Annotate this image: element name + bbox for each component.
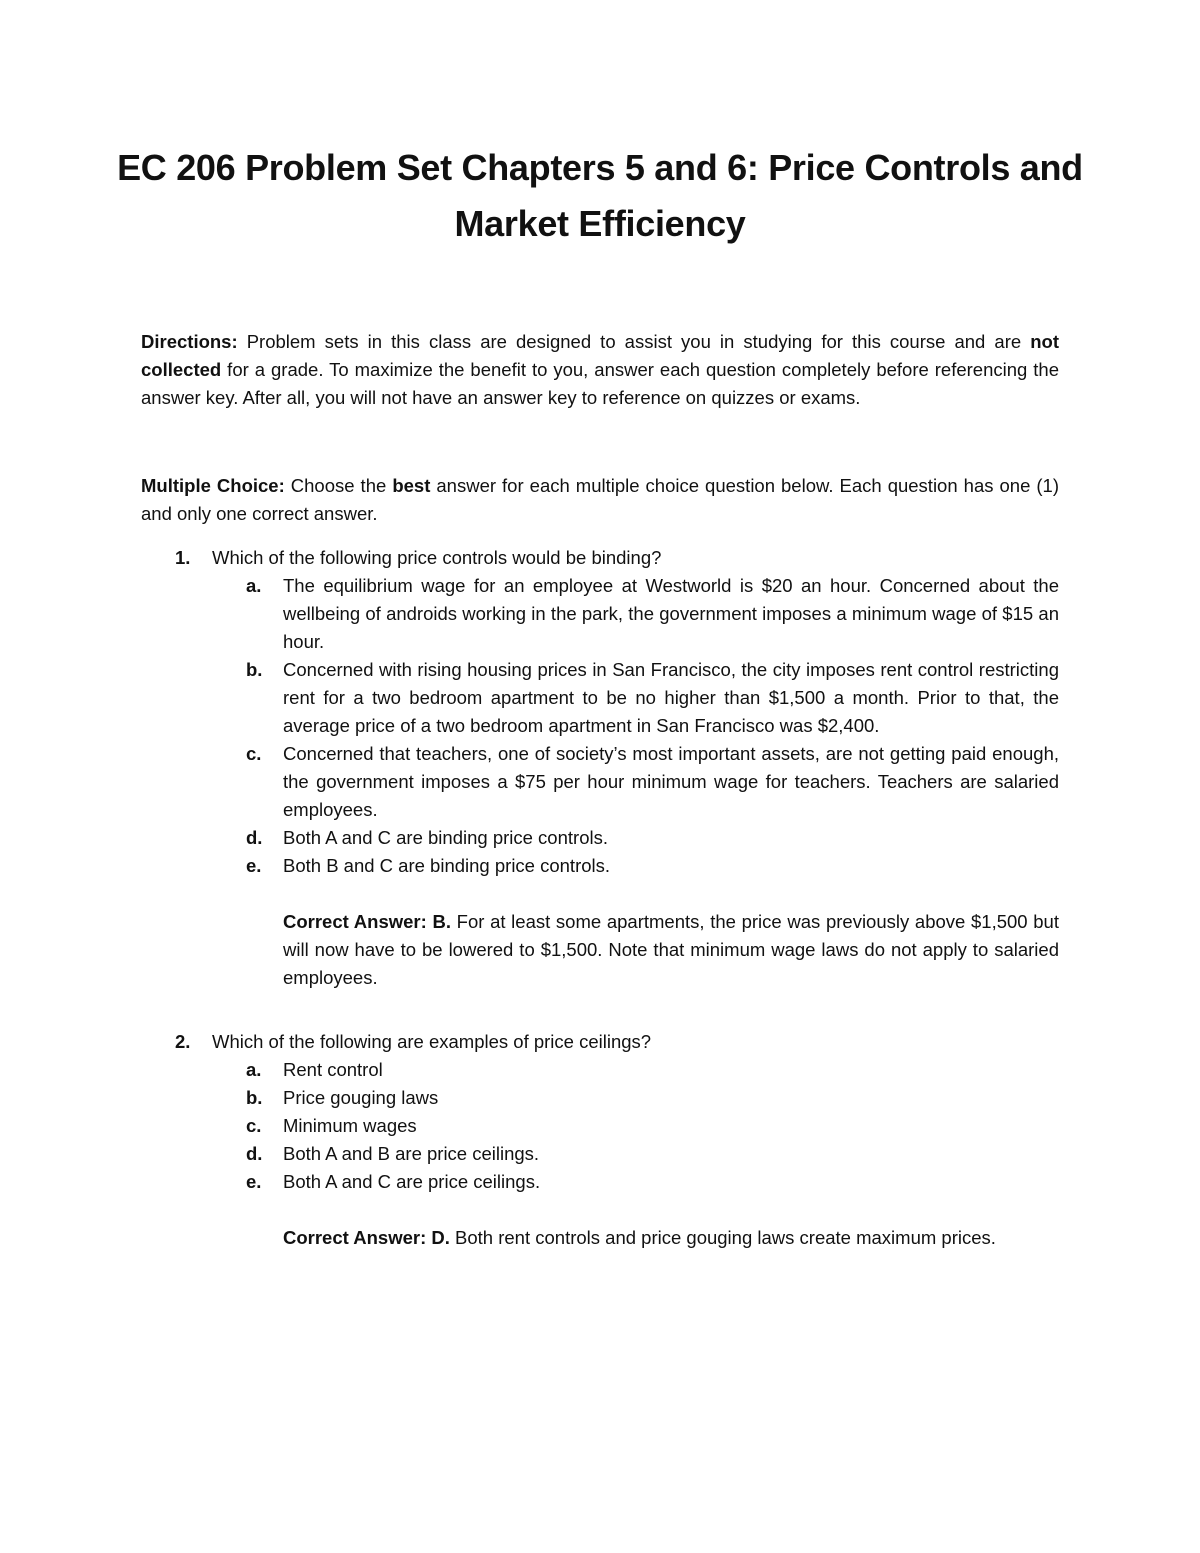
option-item — [141, 824, 1059, 852]
directions-text-2: for a grade. To maximize the benefit to you, answer each question completely before referencing the answer key. After all, you will not have an answer key to reference on quizzes or exams. — [141, 359, 1059, 408]
option-text: Both A and B are price ceilings. — [283, 1143, 540, 1164]
option-item — [141, 656, 1059, 740]
question-1-stem — [141, 544, 1059, 572]
option-text: Price gouging laws — [283, 1087, 439, 1108]
option-item — [141, 572, 1059, 656]
question-text: Which of the following are examples of price ceilings? — [212, 1031, 652, 1052]
option-letter: b. — [246, 659, 263, 680]
correct-answer-label: Correct Answer: B. — [283, 911, 451, 932]
directions-label: Directions: — [141, 331, 238, 352]
option-item — [141, 852, 1059, 880]
correct-answer-label: Correct Answer: D. — [283, 1227, 450, 1248]
directions-text-1: Problem sets in this class are designed to assist you in studying for this course and are — [237, 331, 1031, 352]
option-text: Concerned with rising housing prices in San Francisco, the city imposes rent control restricting rent for a two bedroom apartment to be no higher than $1,500 a month. Prior to that, the average price of a two bedroom apartment in San Francisco was $2,400. — [283, 659, 1059, 736]
option-text: Concerned that teachers, one of society’s most important assets, are not getting paid enough, the government imposes a $75 per hour minimum wage for teachers. Teachers are salaried employees. — [283, 743, 1059, 820]
question-2 — [141, 1028, 1059, 1252]
question-2-options — [141, 1056, 1059, 1196]
question-1 — [141, 544, 1059, 992]
page-title: EC 206 Problem Set Chapters 5 and 6: Price Controls and Market Efficiency — [117, 147, 1083, 244]
correct-answer-text: Both rent controls and price gouging laws create maximum prices. — [449, 1227, 996, 1248]
option-text: Both A and C are binding price controls. — [283, 827, 608, 848]
option-item — [141, 1140, 1059, 1168]
directions-paragraph — [141, 328, 1059, 412]
option-text: The equilibrium wage for an employee at Westworld is $20 an hour. Concerned about the wellbeing of androids working in the park, the government imposes a minimum wage of $15 an hour. — [283, 575, 1059, 652]
option-letter: c. — [246, 1115, 262, 1136]
correct-answer — [283, 908, 1059, 992]
multiple-choice-emphasis: best — [392, 475, 431, 496]
question-text: Which of the following price controls would be binding? — [212, 547, 662, 568]
option-letter: d. — [246, 827, 263, 848]
option-letter: e. — [246, 855, 262, 876]
multiple-choice-text-1: Choose the — [284, 475, 393, 496]
multiple-choice-text-2: answer for each multiple choice question below. Each question has one (1) and only one correct answer. — [141, 475, 1060, 524]
option-letter: d. — [246, 1143, 263, 1164]
option-text: Rent control — [283, 1059, 383, 1080]
multiple-choice-label: Multiple Choice: — [141, 475, 285, 496]
question-number: 2. — [175, 1031, 191, 1052]
option-item — [141, 1168, 1059, 1196]
question-1-options — [141, 572, 1059, 880]
option-letter: a. — [246, 575, 262, 596]
option-item — [141, 1056, 1059, 1084]
option-item — [141, 740, 1059, 824]
directions-emphasis: not collected — [141, 331, 1059, 380]
option-text: Both A and C are price ceilings. — [283, 1171, 541, 1192]
option-letter: a. — [246, 1059, 262, 1080]
correct-answer-text: For at least some apartments, the price was previously above $1,500 but will now have to be lowered to $1,500. Note that minimum wage laws do not apply to salaried employees. — [283, 911, 1059, 988]
option-item — [141, 1084, 1059, 1112]
question-number: 1. — [175, 547, 191, 568]
option-item — [141, 1112, 1059, 1140]
option-letter: b. — [246, 1087, 263, 1108]
option-text: Minimum wages — [283, 1115, 417, 1136]
correct-answer — [283, 1224, 1059, 1252]
option-text: Both B and C are binding price controls. — [283, 855, 611, 876]
question-2-stem — [141, 1028, 1059, 1056]
option-letter: e. — [246, 1171, 262, 1192]
multiple-choice-intro — [141, 472, 1059, 528]
option-letter: c. — [246, 743, 262, 764]
